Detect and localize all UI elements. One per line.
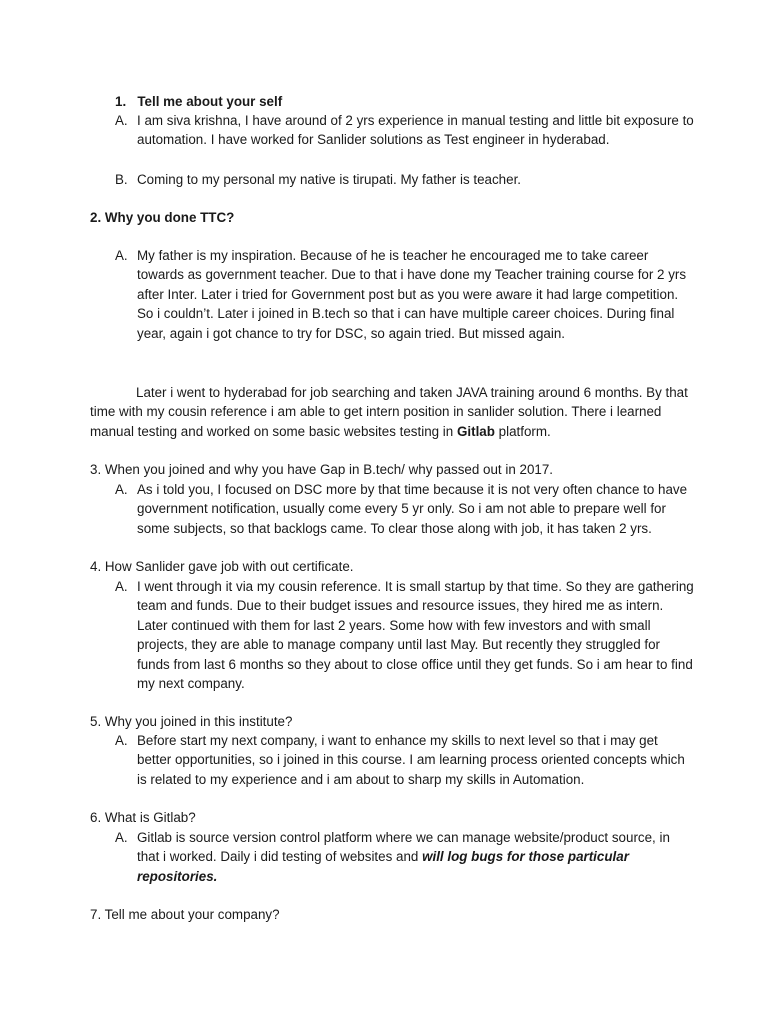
answer-text: Coming to my personal my native is tirupati. My father is teacher. [137, 172, 522, 187]
question-5-heading: 5. Why you joined in this institute? [90, 714, 293, 729]
answer-marker: A. [115, 579, 128, 594]
question-6-answer-a [115, 828, 695, 886]
question-6-heading: 6. What is Gitlab? [90, 810, 196, 825]
question-4-answer-a [115, 577, 695, 693]
answer-text: I am siva krishna, I have around of 2 yrs experience in manual testing and little bit exposure to automation. I have worked for Sanlider solutions as Test engineer in hyderabad. [137, 113, 694, 148]
question-1-answer-a [115, 111, 695, 150]
answer-marker: A. [115, 113, 128, 128]
question-2-title: . Why you done TTC? [97, 210, 235, 225]
answer-text: I went through it via my cousin reference. It is small startup by that time. So they are gathering team and funds. Due to their budget issues and resource issues, they hired me as intern. Later continued with them for last 2 years. Some how with few investors and with small projects, they are able to manage company until last May. But recently they struggled for funds from last 6 months so they about to close office until they get funds. So i am hear to find my next company. [137, 579, 694, 692]
question-1-title: Tell me about your self [137, 94, 283, 109]
answer-marker: A. [115, 733, 128, 748]
gitlab-bold: Gitlab [456, 423, 495, 439]
question-3-heading: 3. When you joined and why you have Gap in B.tech/ why passed out in 2017. [90, 462, 554, 477]
answer-text: My father is my inspiration. Because of he is teacher he encouraged me to take career towards as government teacher. Due to that i have done my Teacher training course for 2 yrs after Inter. Later i tried for Government post but as you were aware it had large competition. So i couldn’t. Later i joined in B.tech so that i can have multiple career choices. During final year, again i got chance to try for DSC, so again tried. But missed again. [137, 248, 687, 341]
answer-bold-italic: will log bugs for those particular repositories. [137, 849, 629, 884]
question-1-answer-b [115, 170, 695, 189]
question-1-number: 1. [115, 94, 127, 109]
answer-text: Gitlab is source version control platform where we can manage website/product source, in that i worked. Daily i did testing of websites and [137, 830, 670, 865]
question-7-heading: 7. Tell me about your company? [90, 907, 280, 922]
question-5-answer-a [115, 731, 695, 789]
answer-text: Before start my next company, i want to enhance my skills to next level so that i may get better opportunities, so i joined in this course. I am learning process oriented concepts which is related to my experience and i am about to sharp my skills in Automation. [137, 733, 685, 787]
question-2-answer-a [115, 246, 695, 343]
answer-marker: A. [115, 482, 128, 497]
question-2-heading [90, 208, 234, 227]
question-4-heading: 4. How Sanlider gave job with out certificate. [90, 559, 354, 574]
answer-marker: B. [115, 172, 128, 187]
question-1-heading [115, 92, 282, 111]
question-2-number: 2 [90, 210, 98, 225]
answer-marker: A. [115, 830, 128, 845]
question-3-answer-a [115, 480, 695, 538]
answer-marker: A. [115, 248, 128, 263]
question-2-paragraph [90, 383, 690, 441]
paragraph-text-end: platform. [494, 423, 551, 439]
answer-text: As i told you, I focused on DSC more by that time because it is not very often chance to have government notification, usually come every 5 yr only. So i am not able to prepare well for some subjects, so that backlogs came. To clear those along with job, it has taken 2 yrs. [137, 482, 688, 536]
paragraph-text: Later i went to hyderabad for job searching and taken JAVA training around 6 months. By that time with my cousin reference i am able to get intern position in sanlider solution. There i learned manual testing and worked on some basic websites testing in [90, 385, 688, 439]
